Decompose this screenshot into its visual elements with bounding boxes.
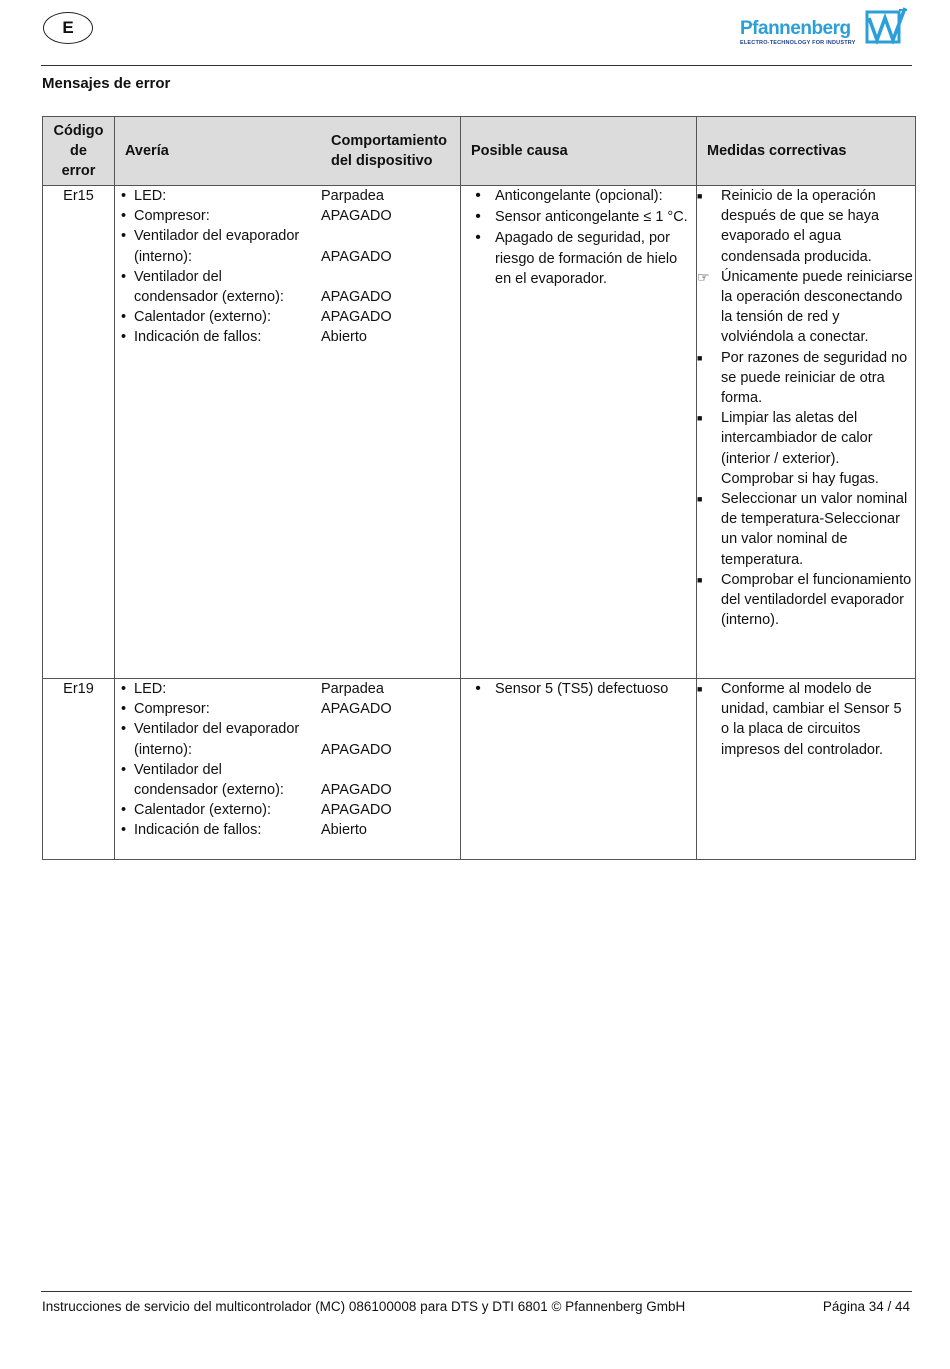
square-bullet-icon: ■ xyxy=(697,684,703,694)
fault-cell xyxy=(115,186,461,679)
fault-item: • Indicación de fallos: Abierto xyxy=(121,329,367,346)
header-error-code: Código de error xyxy=(43,117,115,186)
footer-document-info: Instrucciones de servicio del multicontrolador (MC) 086100008 para DTS y DTI 6801 © Pfannenberg GmbH xyxy=(42,1299,686,1314)
fault-item-continuation: (interno): APAGADO xyxy=(134,741,392,758)
square-bullet-icon: ■ xyxy=(697,352,703,363)
fault-item: • Ventilador del evaporador xyxy=(121,721,300,738)
measure-item: ■ Reinicio de la operación después de que se haya evaporado el agua condensada producida. xyxy=(697,186,915,267)
square-bullet-icon: ■ xyxy=(697,494,703,505)
measure-item: ■ Seleccionar un valor nominal de temperatura-Seleccionar un valor nominal de temperatura. xyxy=(697,489,915,570)
fault-item: • Indicación de fallos: Abierto xyxy=(121,822,367,839)
cause-item: • Sensor anticongelante ≤ 1 °C. xyxy=(475,208,688,226)
square-bullet-icon: ■ xyxy=(697,574,703,585)
cause-cell xyxy=(461,679,697,860)
section-title: Mensajes de error xyxy=(42,75,171,92)
table-row xyxy=(43,186,916,679)
square-bullet-icon: ■ xyxy=(697,413,703,424)
note-hand-icon: ☞ xyxy=(697,268,710,285)
fault-item: • Compresor: APAGADO xyxy=(121,208,392,225)
cause-item: • Sensor 5 (TS5) defectuoso xyxy=(475,680,669,697)
fault-item: • Compresor: APAGADO xyxy=(121,701,392,718)
header-possible-cause: Posible causa xyxy=(461,117,697,186)
logo-wave-icon xyxy=(861,6,909,46)
measure-item: ■ Limpiar las aletas del intercambiador de calor (interior / exterior). Comprobar si hay fugas. xyxy=(697,408,915,489)
fault-item: • Calentador (externo): APAGADO xyxy=(121,309,392,326)
header-fault: Avería xyxy=(125,143,169,159)
measure-item: ■ Por razones de seguridad no se puede reiniciar de otra forma. xyxy=(697,348,915,409)
error-code-cell: Er19 xyxy=(43,679,115,860)
measure-item: ■ Comprobar el funcionamiento del ventiladordel evaporador (interno). xyxy=(697,570,915,631)
fault-item: • Ventilador del xyxy=(121,761,222,778)
cause-item: • Apagado de seguridad, por riesgo de formación de hielo en el evaporador. xyxy=(475,229,678,287)
header-fault-behavior xyxy=(115,117,461,186)
measures-cell xyxy=(697,186,916,679)
error-messages-table xyxy=(42,116,916,860)
header-behavior: Comportamiento del dispositivo xyxy=(331,133,447,169)
header-corrective-measures: Medidas correctivas xyxy=(697,117,916,186)
measure-item: ■ Conforme al modelo de unidad, cambiar el Sensor 5 o la placa de circuitos impresos del controlador. xyxy=(697,679,915,760)
fault-item: • LED: Parpadea xyxy=(121,681,384,697)
fault-list xyxy=(115,679,460,841)
fault-item: • Ventilador del evaporador xyxy=(121,228,300,245)
language-badge: E xyxy=(43,12,93,44)
logo-tagline: ELECTRO-TECHNOLOGY FOR INDUSTRY xyxy=(740,40,856,46)
fault-cell xyxy=(115,679,461,860)
footer-page-number: Página 34 / 44 xyxy=(822,1299,910,1314)
fault-item-continuation: condensador (externo): APAGADO xyxy=(134,782,392,799)
table-header-row xyxy=(43,117,916,186)
error-code-cell: Er15 xyxy=(43,186,115,679)
company-logo xyxy=(738,6,913,48)
fault-item: • LED: Parpadea xyxy=(121,188,384,204)
header-divider xyxy=(41,65,912,66)
table-row xyxy=(43,679,916,860)
fault-item: • Calentador (externo): APAGADO xyxy=(121,802,392,819)
fault-list xyxy=(115,186,460,348)
measures-cell xyxy=(697,679,916,860)
measure-item-note: ☞ Únicamente puede reiniciarse la operación desconectando la tensión de red y volviéndola a conectar. xyxy=(697,267,915,348)
square-bullet-icon: ■ xyxy=(697,191,703,201)
footer-divider xyxy=(41,1291,912,1292)
logo-name: Pfannenberg xyxy=(740,18,851,39)
fault-item: • Ventilador del xyxy=(121,268,222,285)
fault-item-continuation: (interno): APAGADO xyxy=(134,248,392,265)
cause-cell xyxy=(461,186,697,679)
fault-item-continuation: condensador (externo): APAGADO xyxy=(134,289,392,306)
cause-item: • Anticongelante (opcional): xyxy=(475,187,663,204)
